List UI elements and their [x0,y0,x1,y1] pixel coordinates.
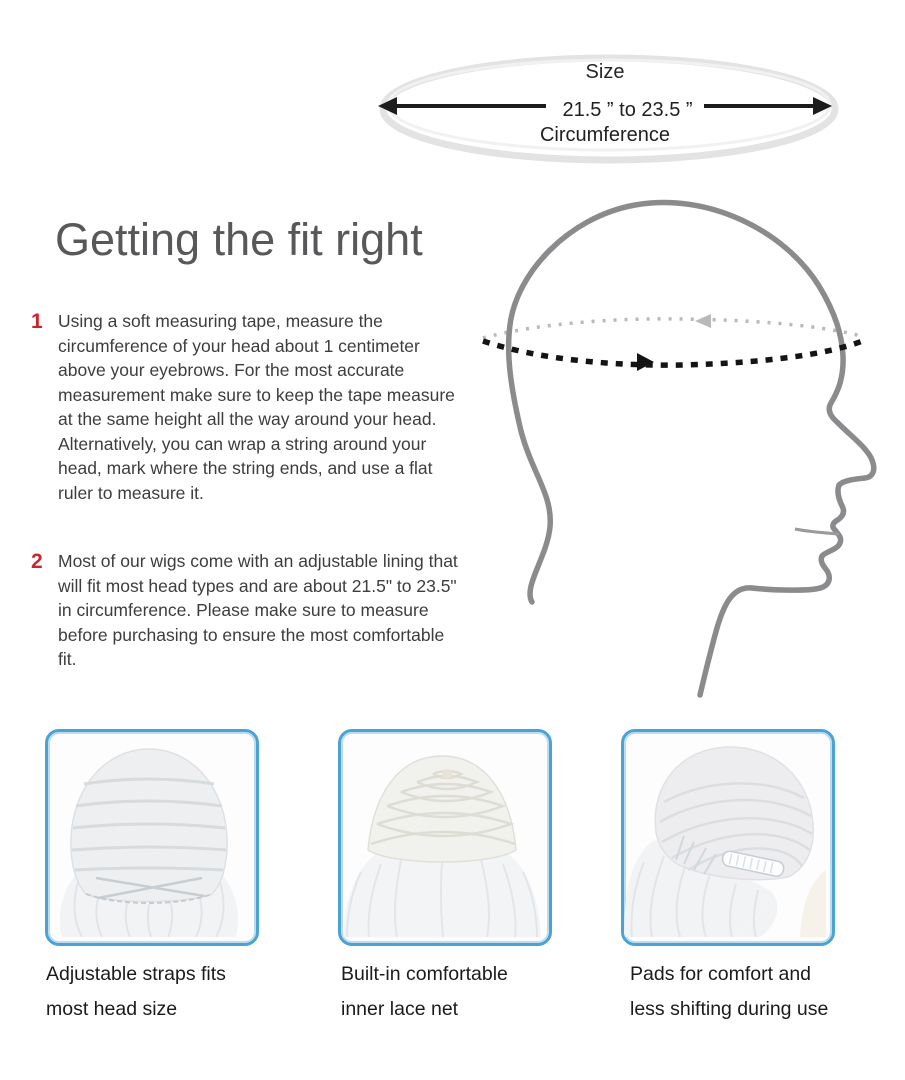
feature-photo-card-lace-net [338,729,552,946]
band-arrowhead-right-icon [637,353,654,371]
page-title: Getting the fit right [55,214,423,265]
caption-lace-net-line1: Built-in comfortable [341,963,508,985]
step-1-number: 1 [31,310,43,333]
caption-pads-line2: less shifting during use [630,998,829,1020]
wig-cap-back-straps-photo [48,732,250,937]
caption-lace-net-line2: inner lace net [341,998,459,1020]
head-profile-figure [470,190,900,710]
caption-straps-line2: most head size [46,998,178,1020]
step-2-number: 2 [31,550,43,573]
caption-straps [46,957,226,1027]
circumference-label: Circumference [539,124,671,146]
caption-pads-line1: Pads for comfort and [630,963,812,985]
caption-straps-line1: Adjustable straps fits [46,963,226,985]
caption-pads [630,957,828,1027]
step-2 [31,549,467,672]
neck [800,870,826,937]
size-diagram [370,45,840,170]
measuring-band-back-dashed-line [483,319,865,338]
size-label: Size [585,61,625,83]
band-arrowhead-left-icon [695,314,711,328]
measuring-band-front-dashed-line [483,340,865,365]
caption-lace-net [341,957,508,1027]
feature-photo-card-pads [621,729,835,946]
size-range-value: 21.5 ” to 23.5 ” [562,99,693,121]
crown-point [442,769,452,779]
step-1 [31,309,467,505]
head-outline-drawing [509,202,874,695]
step-2-text: Most of our wigs come with an adjustable lining that will fit most head types and are about 21.5" to 23.5" in circumference. Please make sure to measure before purchasing to ensure the most comfortable fit. [58,551,458,669]
step-1-text: Using a soft measuring tape, measure the circumference of your head about 1 centimeter above your eyebrows. For the most accurate measurement make sure to keep the tape measure at the same height all the way around your head. Alternatively, you can wrap a string around your head, mark where the string ends, and use a flat ruler to measure it. [58,311,455,503]
feature-photo-card-straps [45,729,259,946]
wig-cap-side-pads-photo [624,732,826,937]
wig-cap-lace-net-photo [341,732,543,937]
